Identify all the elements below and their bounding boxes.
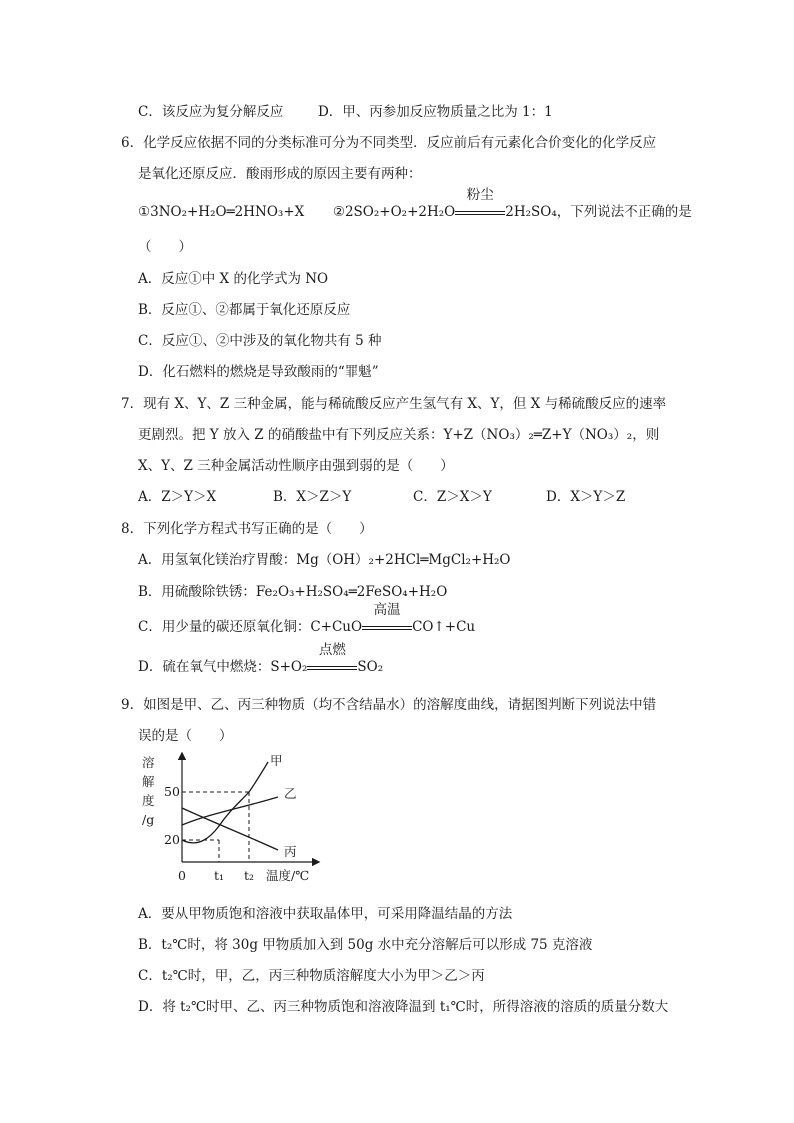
q6-equation-2-right: 2H₂SO₄，下列说法不正确的是 [505, 204, 692, 220]
q7-option-b: B．X＞Z＞Y [273, 489, 352, 505]
curve-bing [182, 808, 278, 850]
q6-equation-2-condition: 粉尘 [455, 203, 505, 221]
q9-option-c: C．t₂℃时，甲，乙，丙三种物质溶解度大小为甲＞乙＞丙 [138, 968, 485, 984]
q6-paren: （ ） [138, 239, 192, 255]
q7-stem-line2: 更剧烈。把 Y 放入 Z 的硝酸盐中有下列反应关系：Y+Z（NO₃）₂═Z+Y（NO₃）₂，则 [138, 427, 660, 443]
q7-stem-line3: X、Y、Z 三种金属活动性顺序由强到弱的是（ ） [138, 458, 454, 474]
series-labels [270, 753, 297, 859]
q9-stem-line2: 误的是（ ） [138, 728, 233, 744]
curve-jia [182, 762, 268, 843]
q8-option-d-right: SO₂ [357, 659, 384, 675]
q8-option-b: B．用硫酸除铁锈：Fe₂O₃+H₂SO₄═2FeSO₄+H₂O [138, 584, 448, 600]
q5-option-d: D．甲、丙参加反应物质量之比为 1：1 [317, 104, 553, 120]
q6-option-d: D．化石燃料的燃烧是导致酸雨的“罪魁” [138, 364, 379, 380]
y-label-char: 解 [142, 774, 155, 789]
q9-option-a: A．要从甲物质饱和溶液中获取晶体甲，可采用降温结晶的方法 [138, 906, 513, 922]
q9-option-b: B．t₂℃时，将 30g 甲物质加入到 50g 水中充分溶解后可以形成 75 克溶液 [138, 937, 593, 953]
x-tick-label: t₁ [214, 868, 225, 883]
q8-option-d-left: D．硫在氧气中燃烧：S+O₂ [138, 659, 308, 675]
x-tick-label: 0 [178, 868, 186, 883]
q6-option-b: B．反应①、②都属于氧化还原反应 [138, 302, 351, 318]
y-label-char: 度 [142, 793, 155, 808]
q9-option-d: D．将 t₂℃时甲、乙、丙三种物质饱和溶液降温到 t₁℃时，所得溶液的溶质的质量分数大 [138, 999, 669, 1015]
q6-stem-line2: 是氧化还原反应．酸雨形成的原因主要有两种： [138, 166, 422, 182]
q6-equation-2-left: ②2SO₂+O₂+2H₂O [332, 204, 456, 220]
q8-option-c-left: C．用少量的碳还原氧化铜：C+CuO [138, 619, 363, 635]
y-axis-label [142, 755, 155, 827]
q6-equation-1: ①3NO₂+H₂O═2HNO₃+X [138, 204, 305, 220]
series-label-jia: 甲 [270, 753, 283, 768]
q8-option-c-condition: 高温 [362, 618, 412, 636]
q8-stem: 8．下列化学方程式书写正确的是（ ） [121, 521, 373, 537]
q5-option-c: C．该反应为复分解反应 [138, 104, 284, 120]
y-label-char: 溶 [142, 755, 155, 770]
y-label-char: /g [142, 812, 155, 827]
q6-option-c: C．反应①、②中涉及的氧化物共有 5 种 [138, 333, 382, 349]
solubility-chart-svg [138, 752, 338, 897]
q7-option-a: A．Z＞Y＞X [138, 489, 217, 505]
series-label-yi: 乙 [284, 786, 297, 801]
q7-option-c: C．Z＞X＞Y [413, 489, 492, 505]
q8-option-a: A．用氢氧化镁治疗胃酸：Mg（OH）₂+2HCl═MgCl₂+H₂O [138, 552, 511, 568]
curve-yi [182, 797, 278, 825]
solubility-chart [138, 752, 338, 897]
y-tick-label: 20 [164, 832, 180, 847]
q9-stem-line1: 9．如图是甲、乙、丙三种物质（均不含结晶水）的溶解度曲线，请据图判断下列说法中错 [121, 697, 657, 713]
q8-option-c-right: CO↑+Cu [412, 619, 476, 635]
x-axis-label: 温度/℃ [266, 868, 310, 883]
y-tick-label: 50 [164, 784, 180, 799]
q6-option-a: A．反应①中 X 的化学式为 NO [138, 271, 329, 287]
x-tick-label: t₂ [244, 868, 255, 883]
q7-stem-line1: 7．现有 X、Y、Z 三种金属，能与稀硫酸反应产生氢气有 X、Y，但 X 与稀硫酸反应的速率 [121, 396, 667, 412]
q6-stem-line1: 6．化学反应依据不同的分类标准可分为不同类型．反应前后有元素化合价变化的化学反应 [121, 135, 657, 151]
q8-option-c [138, 602, 476, 636]
q7-option-d: D．X＞Y＞Z [546, 489, 626, 505]
q8-option-d-condition: 点燃 [307, 658, 357, 676]
q8-option-d [138, 642, 384, 676]
series-label-bing: 丙 [284, 844, 297, 859]
curves [182, 762, 278, 850]
q5-options-row [138, 103, 553, 121]
q6-equations [138, 187, 692, 221]
